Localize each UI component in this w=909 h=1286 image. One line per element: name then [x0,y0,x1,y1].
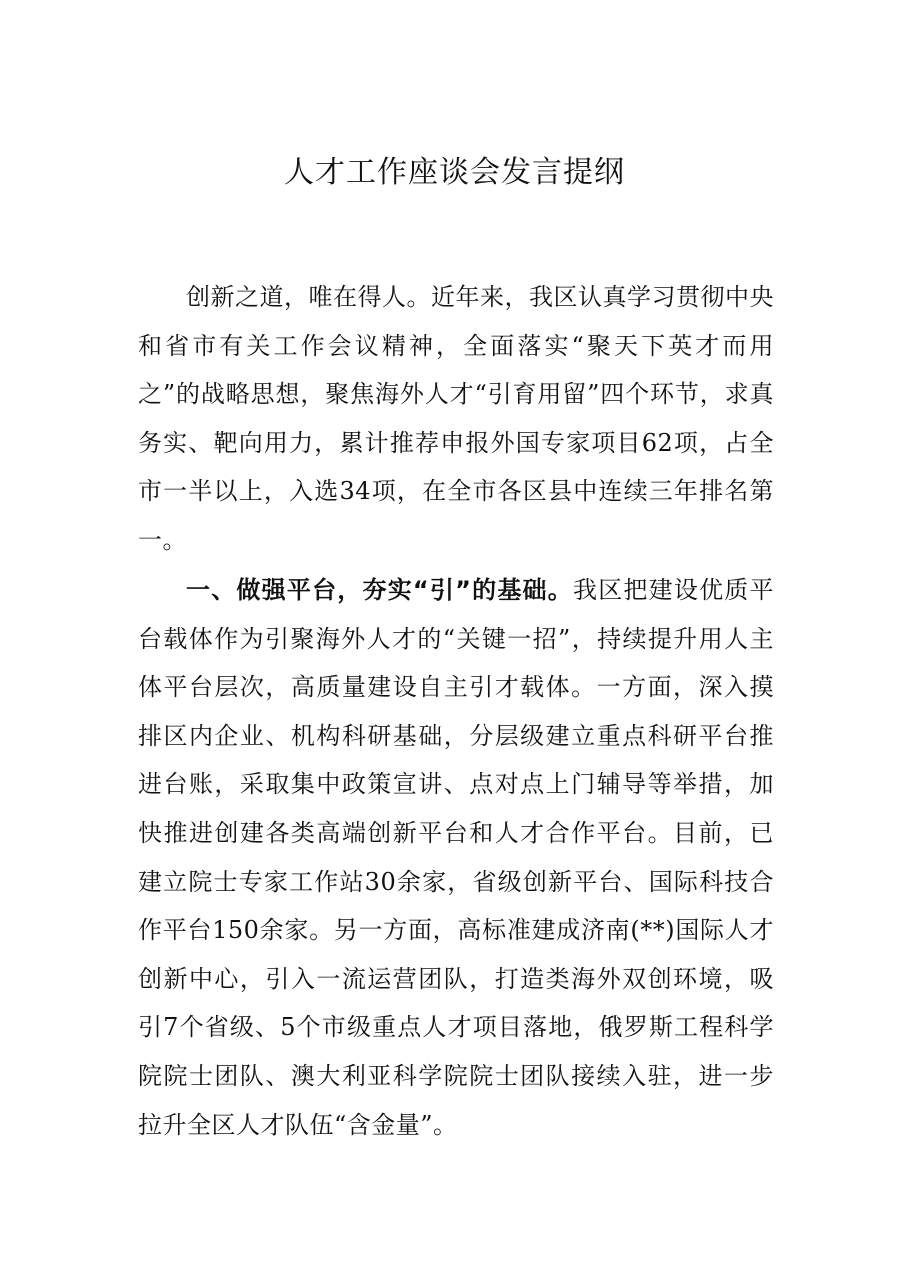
document-title: 人才工作座谈会发言提纲 [284,155,625,190]
paragraph-intro [138,273,774,565]
paragraph-section-one [138,566,774,1149]
section-one-heading: 一、做强平台，夯实“引”的基础。 [186,576,573,604]
paragraph-intro-text: 创新之道，唯在得人。近年来，我区认真学习贯彻中央和省市有关工作会议精神，全面落实“聚天下英才而用之”的战略思想，聚焦海外人才“引育用留”四个环节，求真务实、靶向用力，累计推荐申报外国专家项目62项，占全市一半以上，入选34项，在全市各区县中连续三年排名第一。 [138,283,774,554]
section-one-text: 我区把建设优质平台载体作为引聚海外人才的“关键一招”，持续提升用人主体平台层次，高质量建设自主引才载体。一方面，深入摸排区内企业、机构科研基础，分层级建立重点科研平台推进台账，采取集中政策宣讲、点对点上门辅导等举措，加快推进创建各类高端创新平台和人才合作平台。目前，已建立院士专家工作站30余家，省级创新平台、国际科技合作平台150余家。另一方面，高标准建成济南(**)国际人才创新中心，引入一流运营团队，打造类海外双创环境，吸引7个省级、5个市级重点人才项目落地，俄罗斯工程科学院院士团队、澳大利亚科学院院士团队接续入驻，进一步拉升全区人才队伍“含金量”。 [138,576,775,1139]
